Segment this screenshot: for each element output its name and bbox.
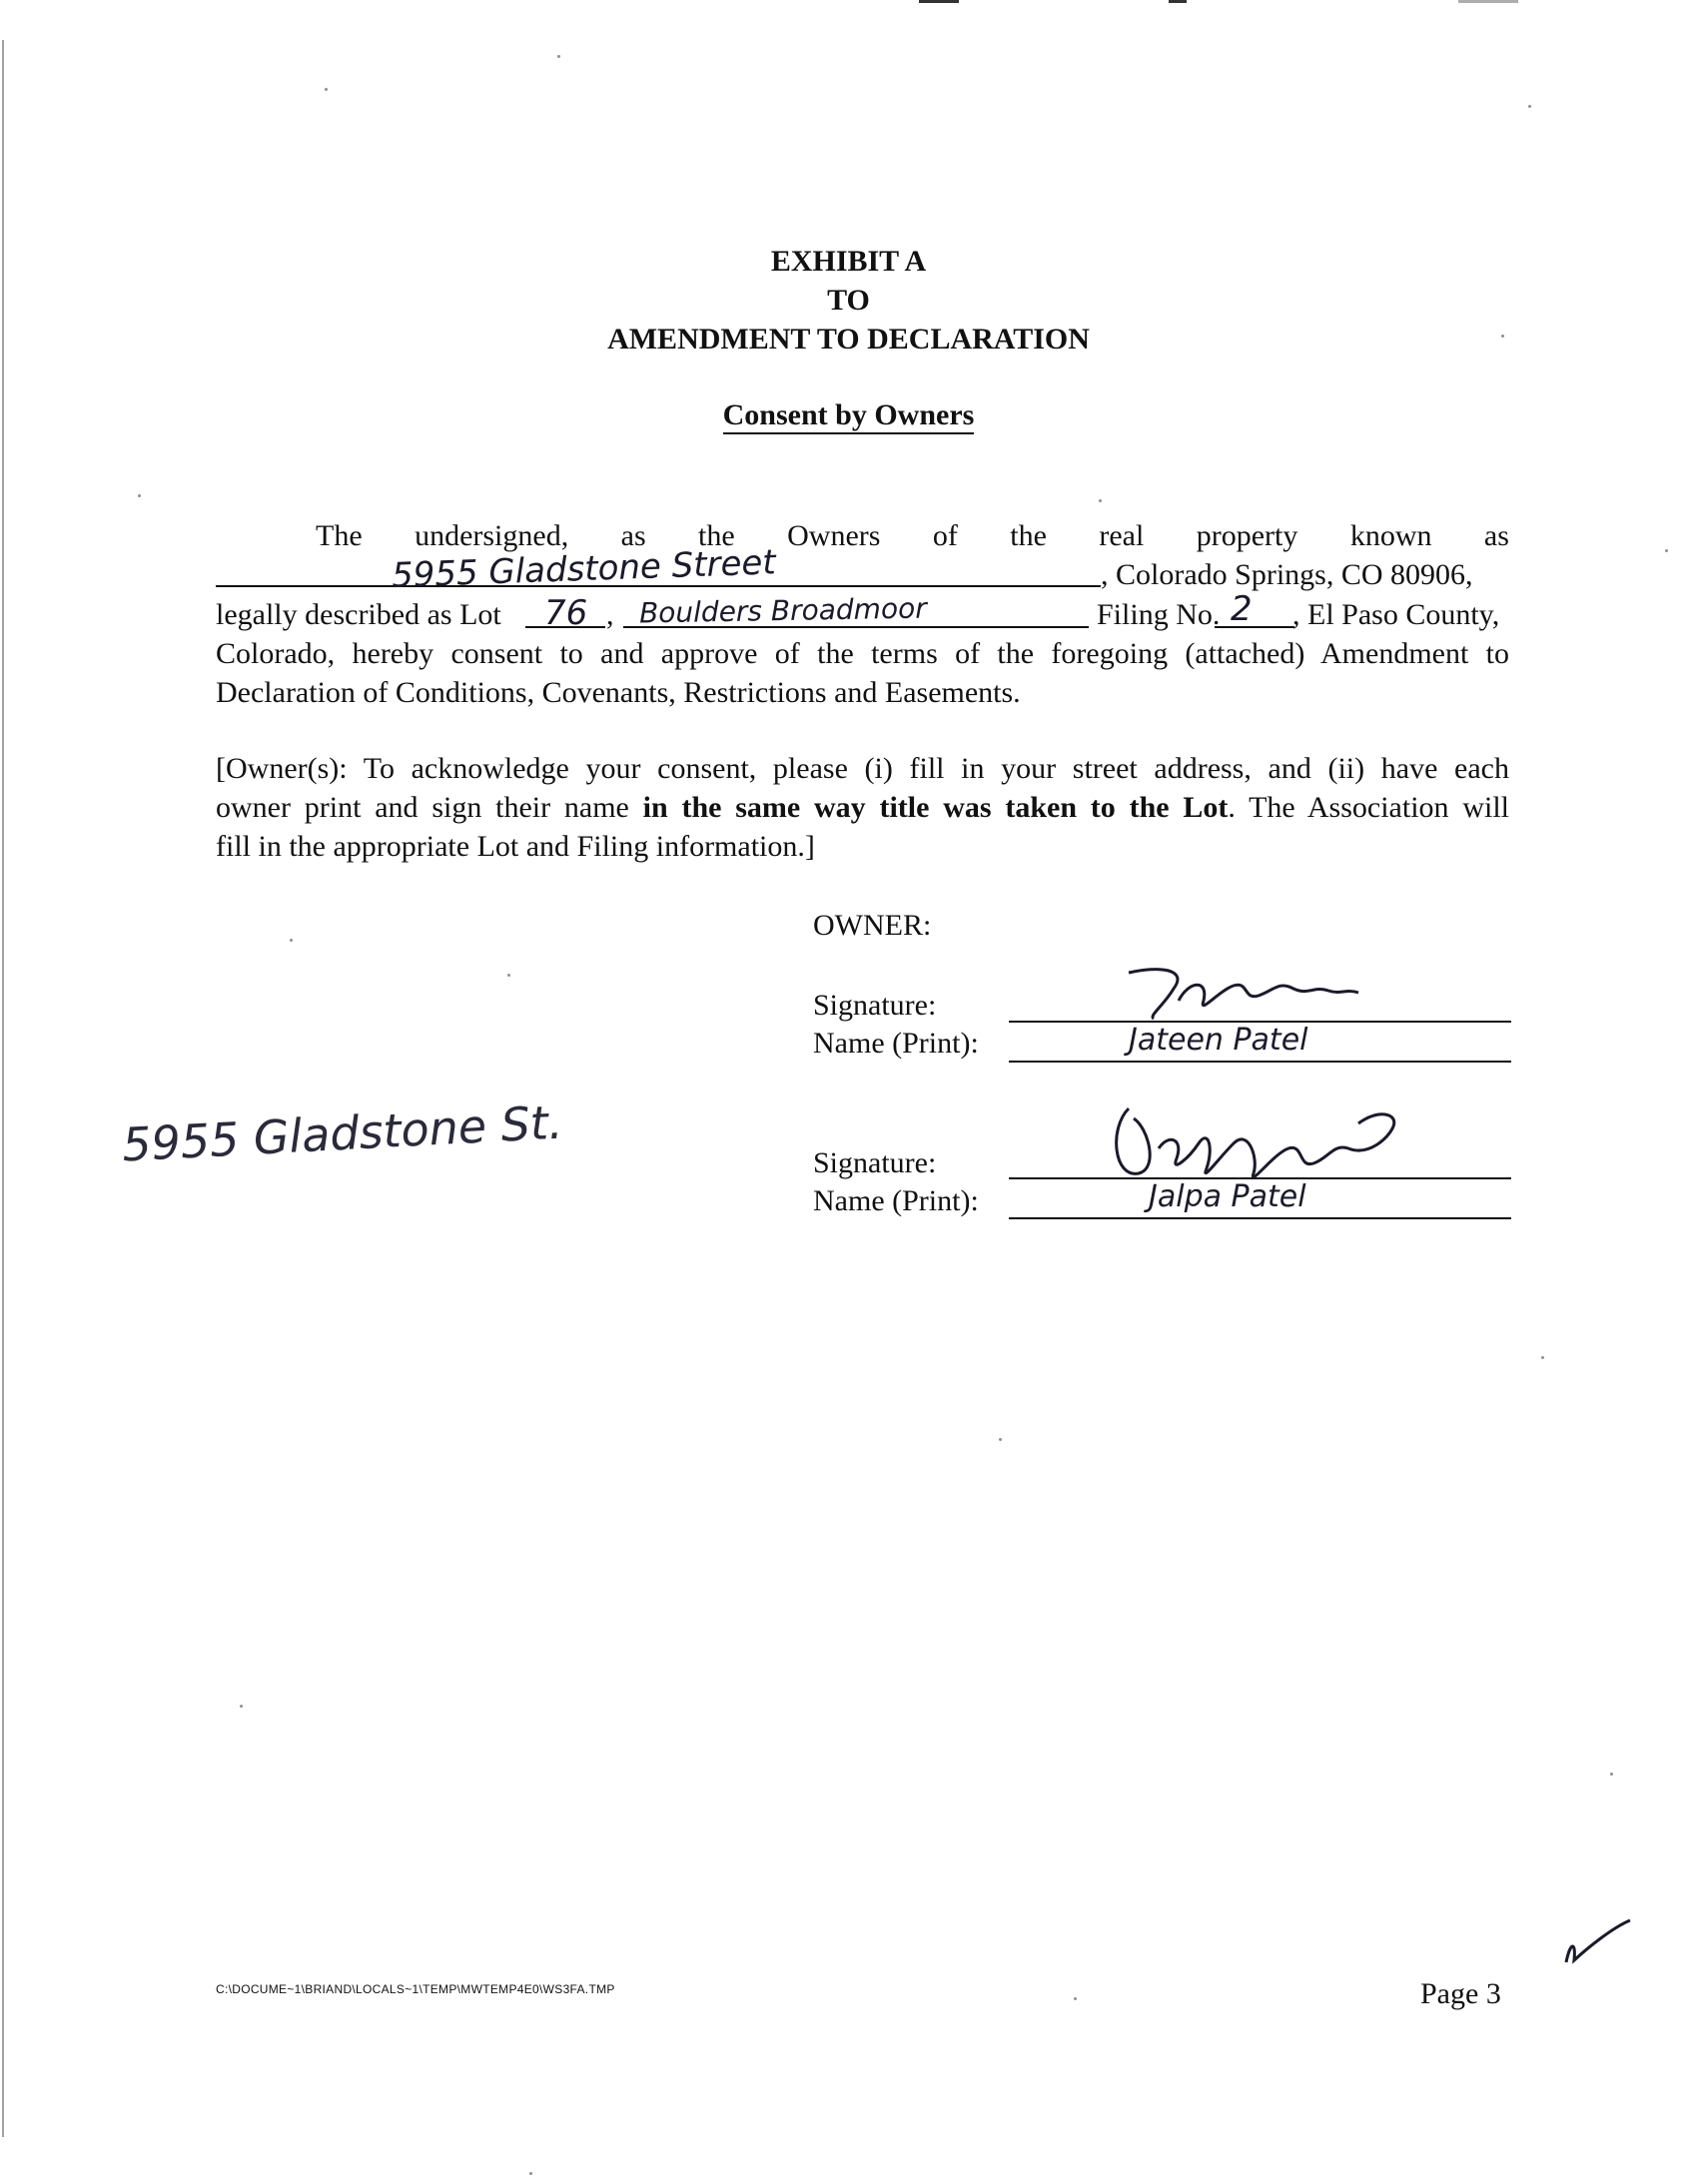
footer-file-path: C:\DOCUME~1\BRIAND\LOCALS~1\TEMP\MWTEMP4E0\WS3FA.TMP bbox=[216, 1982, 615, 1996]
address-handwritten: 5955 Gladstone Street bbox=[391, 542, 777, 596]
word: The bbox=[316, 519, 363, 552]
signature-label: Signature: bbox=[813, 989, 937, 1022]
scan-speck bbox=[557, 55, 560, 58]
word: known bbox=[1349, 519, 1432, 552]
word: undersigned, bbox=[415, 519, 569, 552]
exhibit-heading-to: TO bbox=[827, 284, 870, 317]
scan-speck bbox=[529, 2172, 532, 2175]
word: Owners bbox=[787, 519, 881, 552]
paragraph2-line2 bbox=[216, 790, 1509, 826]
paragraph1-line4: Colorado, hereby consent to and approve of the terms of the foregoing (attached) Amendment to bbox=[216, 637, 1509, 670]
scan-speck bbox=[325, 88, 328, 91]
name-print-line bbox=[1009, 1061, 1511, 1063]
scan-speck bbox=[1099, 499, 1102, 502]
paragraph1-line1 bbox=[316, 518, 1509, 554]
name-print-label: Name (Print): bbox=[813, 1184, 979, 1217]
lot-handwritten: 76 bbox=[544, 593, 588, 633]
scan-speck bbox=[240, 1705, 243, 1708]
printed-name-handwritten: Jateen Patel bbox=[1129, 1023, 1308, 1058]
scan-mark bbox=[1169, 0, 1187, 3]
legal-description-prefix: legally described as Lot bbox=[216, 598, 501, 631]
page-number: Page 3 bbox=[1420, 1977, 1501, 2010]
word: of bbox=[932, 519, 958, 552]
paragraph2-line2-suffix: . The Association will bbox=[1228, 791, 1509, 824]
paragraph2-line2-prefix: owner print and sign their name bbox=[216, 791, 643, 824]
filing-handwritten: 2 bbox=[1231, 589, 1253, 629]
lot-comma: , bbox=[606, 598, 614, 631]
consent-subheading-text: Consent by Owners bbox=[723, 398, 975, 434]
subdivision-handwritten: Boulders Broadmoor bbox=[638, 591, 927, 630]
title-emphasis: in the same way title was taken to the Lot bbox=[642, 791, 1229, 824]
city-state-zip: , Colorado Springs, CO 80906, bbox=[1101, 558, 1473, 591]
word: as bbox=[1483, 519, 1509, 552]
margin-note-handwritten: 5955 Gladstone St. bbox=[120, 1094, 564, 1172]
scan-speck bbox=[290, 939, 293, 942]
word: as bbox=[620, 519, 646, 552]
initial-mark bbox=[1558, 1912, 1638, 1972]
scan-speck bbox=[1074, 1997, 1077, 2000]
owner-label: OWNER: bbox=[813, 909, 932, 942]
scan-speck bbox=[1665, 549, 1668, 552]
scan-mark bbox=[1458, 0, 1518, 3]
name-print-line bbox=[1009, 1217, 1511, 1219]
exhibit-heading-title: AMENDMENT TO DECLARATION bbox=[607, 323, 1090, 356]
scan-speck bbox=[1541, 1356, 1544, 1359]
exhibit-heading: EXHIBIT A bbox=[770, 245, 927, 278]
word: property bbox=[1196, 519, 1298, 552]
scan-speck bbox=[999, 1438, 1002, 1441]
paragraph1-line5: Declaration of Conditions, Covenants, Restrictions and Easements. bbox=[216, 676, 1021, 709]
filing-blank-line bbox=[1215, 626, 1294, 628]
county-text: , El Paso County, bbox=[1292, 598, 1500, 631]
scan-mark bbox=[919, 0, 959, 3]
word: real bbox=[1099, 519, 1145, 552]
signature-label: Signature: bbox=[813, 1146, 937, 1179]
printed-name-handwritten: Jalpa Patel bbox=[1149, 1179, 1306, 1214]
filing-label: Filing No. bbox=[1097, 598, 1221, 631]
scan-speck bbox=[1528, 105, 1531, 108]
paragraph2-line1: [Owner(s): To acknowledge your consent, please (i) fill in your street address, and (ii) have each bbox=[216, 752, 1509, 785]
consent-subheading bbox=[0, 398, 1697, 432]
handwritten-signature bbox=[1119, 961, 1418, 1031]
word: the bbox=[1010, 519, 1047, 552]
word: the bbox=[698, 519, 735, 552]
scan-speck bbox=[138, 494, 141, 497]
name-print-label: Name (Print): bbox=[813, 1027, 979, 1060]
scan-speck bbox=[1610, 1773, 1613, 1776]
paragraph2-line3: fill in the appropriate Lot and Filing information.] bbox=[216, 830, 815, 863]
scan-speck bbox=[507, 974, 510, 977]
